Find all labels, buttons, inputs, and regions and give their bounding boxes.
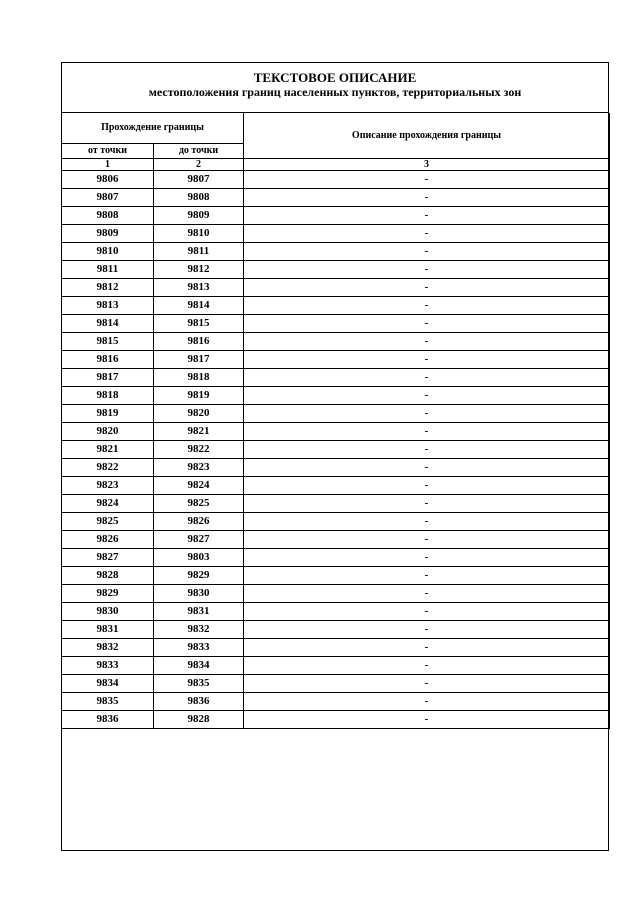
- cell-point-to: 9829: [154, 567, 244, 585]
- cell-description: -: [244, 513, 610, 531]
- table-row: [62, 639, 610, 657]
- table-row: [62, 171, 610, 189]
- cell-point-to: 9835: [154, 675, 244, 693]
- header-col-2: 2: [154, 159, 244, 171]
- document-sheet: [61, 62, 609, 851]
- cell-description: -: [244, 549, 610, 567]
- cell-point-from: 9823: [62, 477, 154, 495]
- cell-point-to: 9814: [154, 297, 244, 315]
- cell-description: -: [244, 189, 610, 207]
- header-col-3: 3: [244, 159, 610, 171]
- cell-point-to: 9815: [154, 315, 244, 333]
- cell-point-from: 9835: [62, 693, 154, 711]
- cell-description: -: [244, 657, 610, 675]
- cell-point-to: 9825: [154, 495, 244, 513]
- cell-point-from: 9829: [62, 585, 154, 603]
- cell-point-from: 9831: [62, 621, 154, 639]
- cell-point-to: 9826: [154, 513, 244, 531]
- cell-point-from: 9820: [62, 423, 154, 441]
- cell-point-from: 9806: [62, 171, 154, 189]
- cell-point-from: 9810: [62, 243, 154, 261]
- table-row: [62, 711, 610, 729]
- table-row: [62, 459, 610, 477]
- table-row: [62, 333, 610, 351]
- cell-description: -: [244, 567, 610, 585]
- table-row: [62, 279, 610, 297]
- title-block: [62, 63, 608, 113]
- cell-point-from: 9817: [62, 369, 154, 387]
- header-to: до точки: [154, 144, 244, 159]
- table-row: [62, 423, 610, 441]
- cell-description: -: [244, 351, 610, 369]
- header-row-1: [62, 113, 610, 144]
- cell-point-to: 9812: [154, 261, 244, 279]
- cell-description: -: [244, 423, 610, 441]
- cell-point-from: 9815: [62, 333, 154, 351]
- cell-point-to: 9820: [154, 405, 244, 423]
- cell-point-from: 9813: [62, 297, 154, 315]
- cell-point-from: 9826: [62, 531, 154, 549]
- cell-point-from: 9807: [62, 189, 154, 207]
- cell-point-to: 9827: [154, 531, 244, 549]
- table-row: [62, 225, 610, 243]
- cell-description: -: [244, 711, 610, 729]
- table-row: [62, 297, 610, 315]
- cell-description: -: [244, 387, 610, 405]
- cell-description: -: [244, 621, 610, 639]
- cell-point-from: 9811: [62, 261, 154, 279]
- cell-description: -: [244, 225, 610, 243]
- cell-point-to: 9830: [154, 585, 244, 603]
- cell-point-to: 9831: [154, 603, 244, 621]
- cell-point-from: 9818: [62, 387, 154, 405]
- cell-point-to: 9809: [154, 207, 244, 225]
- cell-point-from: 9822: [62, 459, 154, 477]
- cell-point-from: 9819: [62, 405, 154, 423]
- cell-point-to: 9823: [154, 459, 244, 477]
- table-row: [62, 477, 610, 495]
- cell-point-from: 9832: [62, 639, 154, 657]
- table-row: [62, 495, 610, 513]
- table-row: [62, 315, 610, 333]
- cell-point-to: 9828: [154, 711, 244, 729]
- cell-description: -: [244, 441, 610, 459]
- cell-description: -: [244, 495, 610, 513]
- cell-point-to: 9811: [154, 243, 244, 261]
- cell-point-to: 9832: [154, 621, 244, 639]
- cell-description: -: [244, 369, 610, 387]
- cell-point-to: 9818: [154, 369, 244, 387]
- cell-description: -: [244, 531, 610, 549]
- table-row: [62, 603, 610, 621]
- boundary-table: [61, 113, 610, 729]
- header-from: от точки: [62, 144, 154, 159]
- table-row: [62, 585, 610, 603]
- table-row: [62, 189, 610, 207]
- cell-description: -: [244, 639, 610, 657]
- table-row: [62, 261, 610, 279]
- table-row: [62, 567, 610, 585]
- cell-point-to: 9803: [154, 549, 244, 567]
- cell-description: -: [244, 477, 610, 495]
- header-col-1: 1: [62, 159, 154, 171]
- cell-point-from: 9836: [62, 711, 154, 729]
- cell-point-from: 9824: [62, 495, 154, 513]
- cell-description: -: [244, 603, 610, 621]
- cell-description: -: [244, 315, 610, 333]
- table-row: [62, 621, 610, 639]
- table-row: [62, 369, 610, 387]
- document-title: ТЕКСТОВОЕ ОПИСАНИЕ: [253, 70, 417, 85]
- table-row: [62, 243, 610, 261]
- cell-point-from: 9812: [62, 279, 154, 297]
- cell-point-from: 9830: [62, 603, 154, 621]
- cell-point-to: 9824: [154, 477, 244, 495]
- cell-point-to: 9821: [154, 423, 244, 441]
- header-passage: Прохождение границы: [62, 113, 244, 144]
- cell-description: -: [244, 279, 610, 297]
- header-row-numbers: [62, 159, 610, 171]
- cell-description: -: [244, 261, 610, 279]
- document-subtitle: местоположения границ населенных пунктов, территориальных зон: [148, 85, 522, 99]
- cell-point-from: 9827: [62, 549, 154, 567]
- cell-description: -: [244, 693, 610, 711]
- table-row: [62, 693, 610, 711]
- table-row: [62, 531, 610, 549]
- cell-description: -: [244, 207, 610, 225]
- cell-point-from: 9816: [62, 351, 154, 369]
- cell-point-from: 9808: [62, 207, 154, 225]
- cell-description: -: [244, 585, 610, 603]
- table-row: [62, 387, 610, 405]
- cell-point-from: 9809: [62, 225, 154, 243]
- cell-description: -: [244, 297, 610, 315]
- table-row: [62, 441, 610, 459]
- table-row: [62, 675, 610, 693]
- cell-point-from: 9825: [62, 513, 154, 531]
- cell-point-to: 9836: [154, 693, 244, 711]
- cell-description: -: [244, 243, 610, 261]
- cell-point-to: 9813: [154, 279, 244, 297]
- cell-point-to: 9810: [154, 225, 244, 243]
- cell-point-to: 9819: [154, 387, 244, 405]
- cell-point-to: 9834: [154, 657, 244, 675]
- cell-description: -: [244, 405, 610, 423]
- table-row: [62, 207, 610, 225]
- boundary-table-body: [62, 113, 610, 729]
- table-row: [62, 513, 610, 531]
- cell-description: -: [244, 459, 610, 477]
- cell-point-from: 9833: [62, 657, 154, 675]
- cell-point-from: 9814: [62, 315, 154, 333]
- table-row: [62, 549, 610, 567]
- cell-description: -: [244, 333, 610, 351]
- table-row: [62, 405, 610, 423]
- cell-description: -: [244, 171, 610, 189]
- cell-point-to: 9822: [154, 441, 244, 459]
- cell-point-to: 9816: [154, 333, 244, 351]
- cell-point-to: 9808: [154, 189, 244, 207]
- cell-point-to: 9833: [154, 639, 244, 657]
- cell-point-to: 9807: [154, 171, 244, 189]
- cell-point-from: 9821: [62, 441, 154, 459]
- cell-point-to: 9817: [154, 351, 244, 369]
- cell-description: -: [244, 675, 610, 693]
- table-row: [62, 351, 610, 369]
- cell-point-from: 9828: [62, 567, 154, 585]
- cell-point-from: 9834: [62, 675, 154, 693]
- table-row: [62, 657, 610, 675]
- header-description: Описание прохождения границы: [244, 113, 610, 159]
